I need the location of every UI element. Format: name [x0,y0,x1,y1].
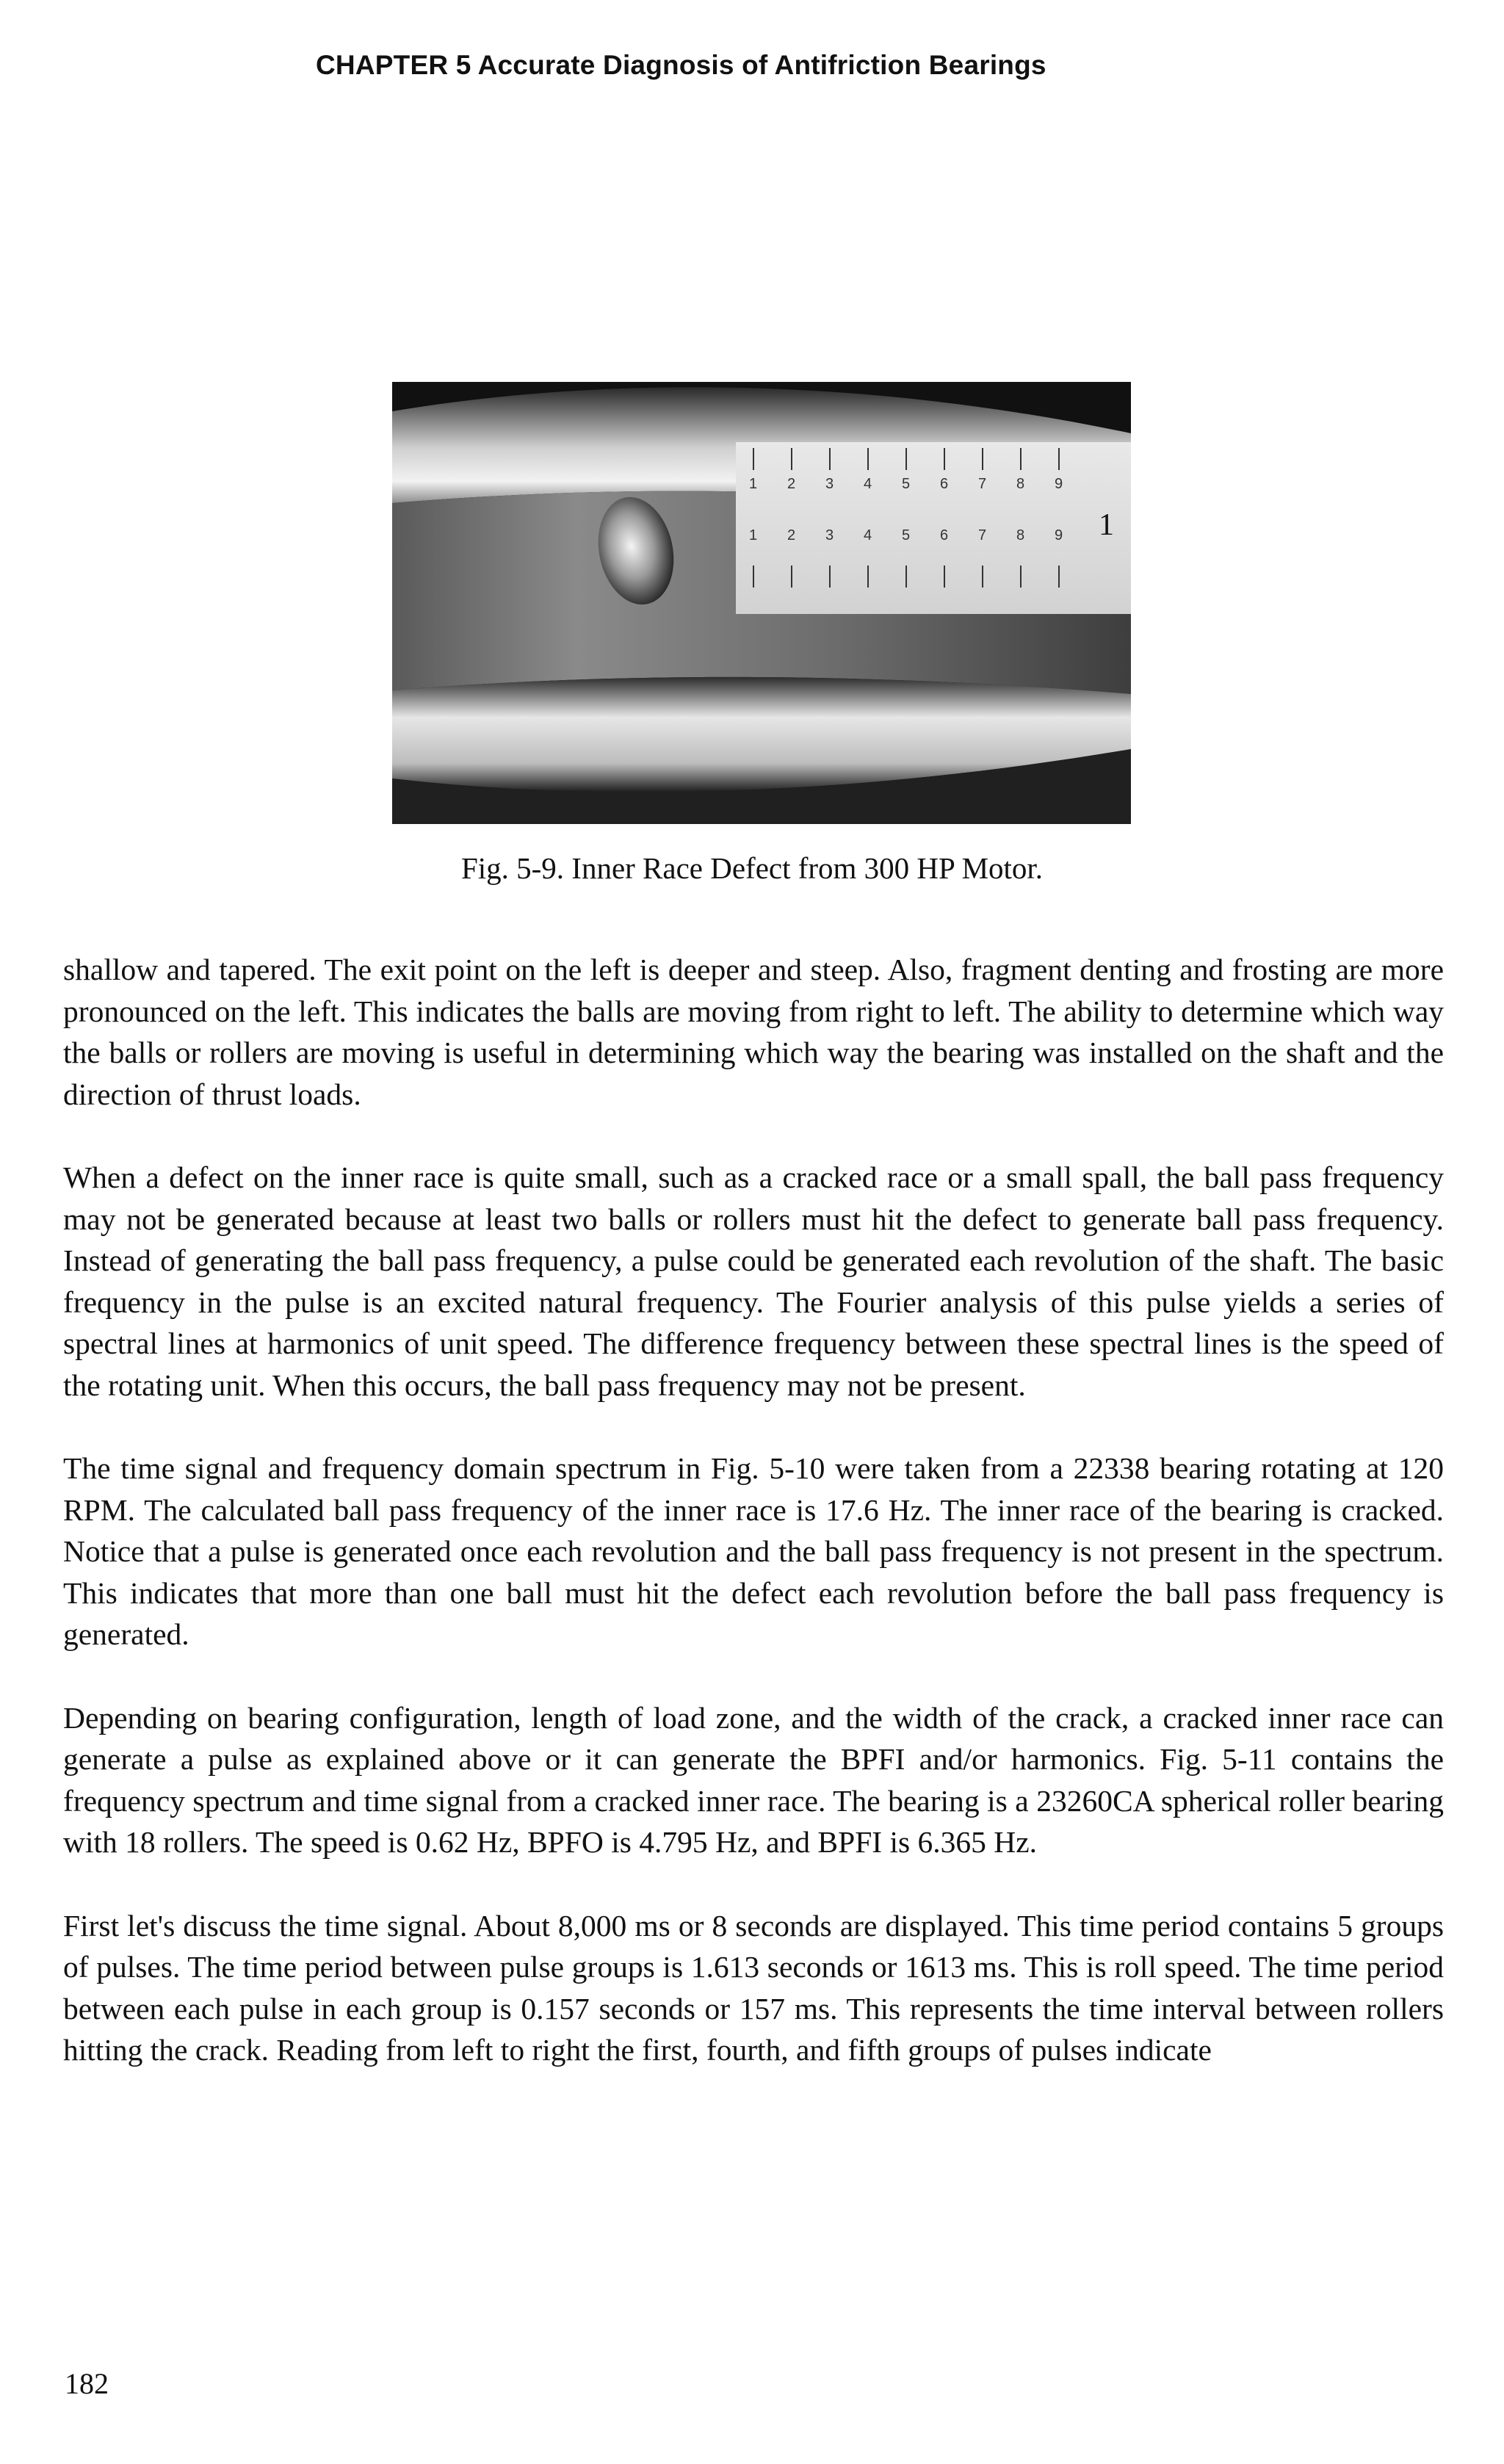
body-text [63,949,1444,2113]
paragraph-2: When a defect on the inner race is quite small, such as a cracked race or a small spall, the ball pass frequency may not be generated because at least two balls or rollers must hit the defect to generate ball pass frequency. Instead of generating the ball pass frequency, a pulse could be generated each revolution of the shaft. The basic frequency in the pulse is an excited natural frequency. The Fourier analysis of this pulse yields a series of spectral lines at harmonics of unit speed. The difference frequency between these spectral lines is the speed of the rotating unit. When this occurs, the ball pass frequency may not be present. [63,1160,1444,1402]
ruler-top-number: 7 [978,476,987,492]
ruler-bottom-number: 1 [749,527,758,543]
ruler-top-number: 1 [749,476,758,492]
paragraph-5: First let's discuss the time signal. About 8,000 ms or 8 seconds are displayed. This time period contains 5 groups of pulses. The time period between pulse groups is 1.613 seconds or 1613 ms. This is roll speed. The time period between each pulse in each group is 0.157 seconds or 157 ms. This represents the time interval between rollers hitting the crack. Reading from left to right the first, fourth, and fifth groups of pulses indicate [63,1908,1444,2067]
ruler-top-number: 2 [787,476,796,492]
ruler-bottom-number: 6 [940,527,949,543]
scale-ruler [736,442,1131,614]
ruler-top-number: 6 [940,476,949,492]
inner-race-photo [392,382,1131,824]
ruler-top-number: 8 [1016,476,1025,492]
running-head: CHAPTER 5 Accurate Diagnosis of Antifriction Bearings [316,50,1046,80]
ruler-top-number: 5 [902,476,911,492]
ruler-top-number: 3 [825,476,834,492]
ruler-top-number: 9 [1055,476,1063,492]
ruler-bottom-number: 7 [978,527,987,543]
figure-caption: Fig. 5-9. Inner Race Defect from 300 HP Motor. [460,851,1044,885]
page-number: 182 [65,2367,109,2400]
ruler-end-mark: 1 [1099,508,1114,542]
ruler-bottom-number: 2 [787,527,796,543]
ruler-bottom-number: 5 [902,527,911,543]
paragraph-1: shallow and tapered. The exit point on the left is deeper and steep. Also, fragment denting and frosting are more pronounced on the left. This indicates the balls are moving from right to left. The ability to determine which way the balls or rollers are moving is useful in determining which way the bearing was installed on the shaft and the direction of thrust loads. [63,953,1444,1111]
ruler-top-number: 4 [864,476,872,492]
ruler-bottom-number: 8 [1016,527,1025,543]
ruler-bottom-number: 9 [1055,527,1063,543]
ruler-bottom-number: 3 [825,527,834,543]
paragraph-4: Depending on bearing configuration, length of load zone, and the width of the crack, a cracked inner race can generate a pulse as explained above or it can generate the BPFI and/or harmonics. Fig. 5-11 contains the frequency spectrum and time signal from a cracked inner race. The bearing is a 23260CA spherical roller bearing with 18 rollers. The speed is 0.62 Hz, BPFO is 4.795 Hz, and BPFI is 6.365 Hz. [63,1700,1444,1859]
ruler-bottom-number: 4 [864,527,872,543]
figure-inner-race-photo [392,382,1131,824]
paragraph-3: The time signal and frequency domain spectrum in Fig. 5-10 were taken from a 22338 bearing rotating at 120 RPM. The calculated ball pass frequency of the inner race is 17.6 Hz. The inner race of the bearing is cracked. Notice that a pulse is generated once each revolution and the ball pass frequency is not present in the spectrum. This indicates that more than one ball must hit the defect each revolution before the ball pass frequency is generated. [63,1451,1444,1651]
